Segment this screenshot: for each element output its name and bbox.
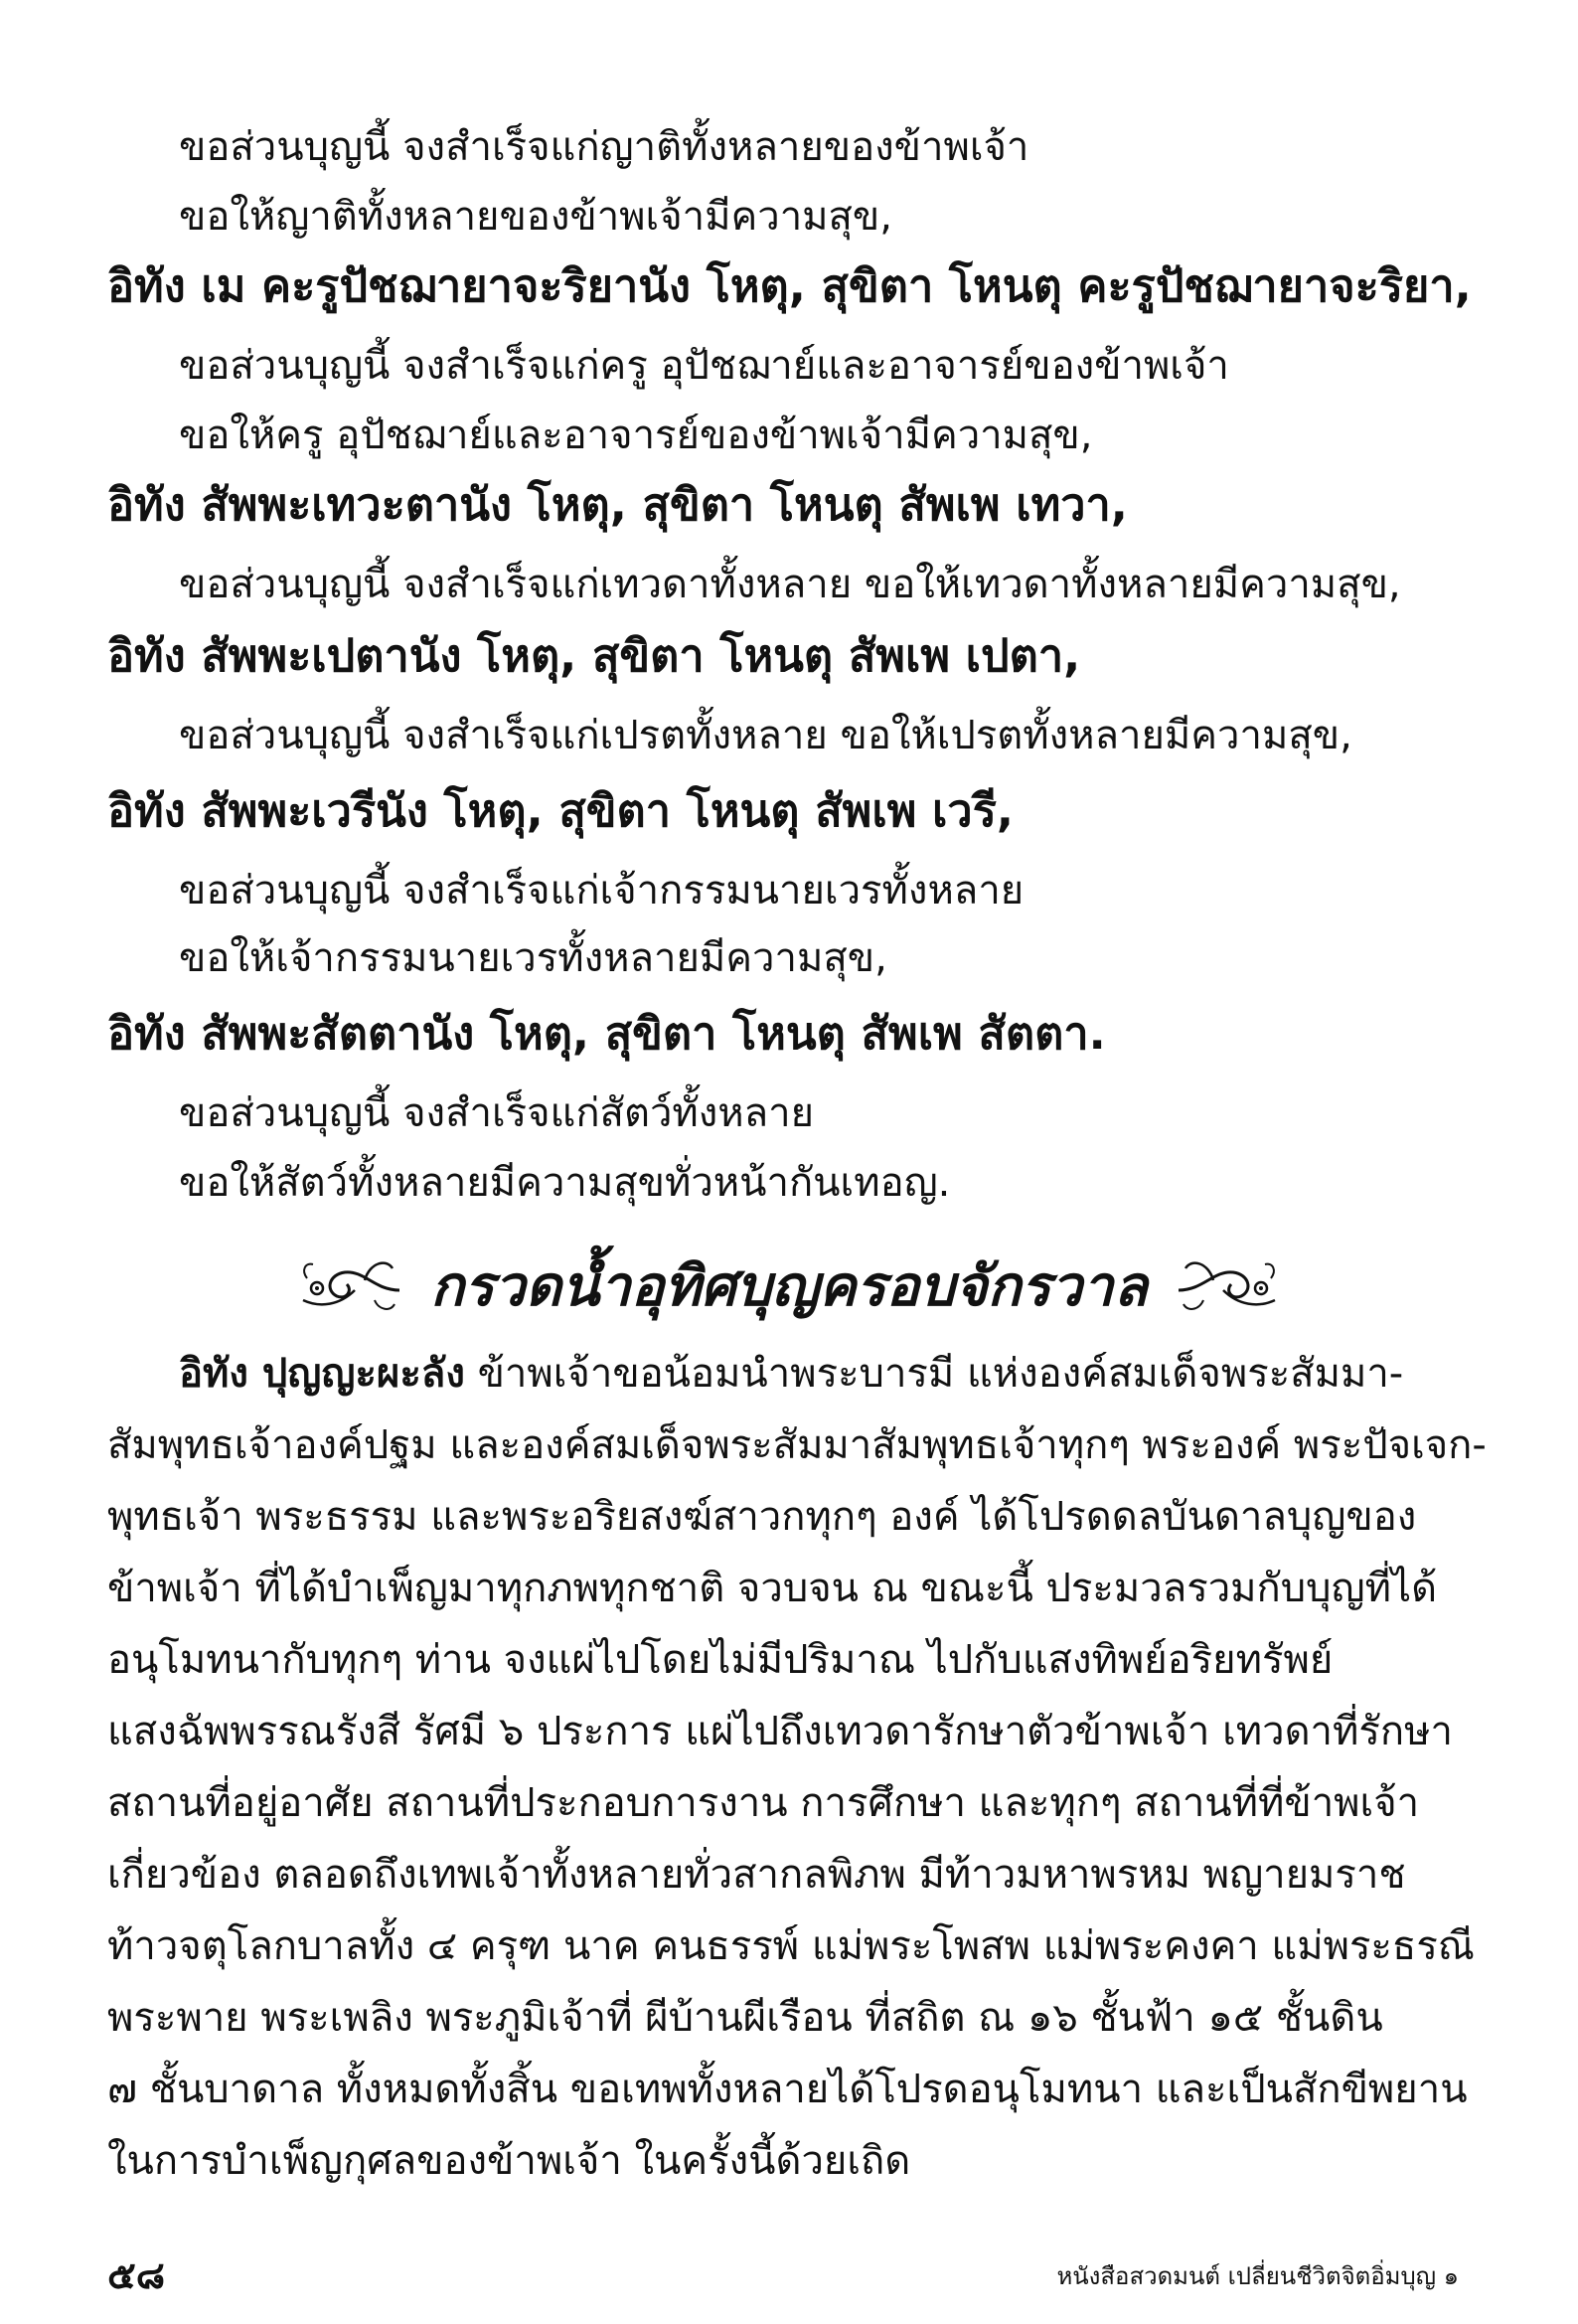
paragraph-line: ท้าวจตุโลกบาลทั้ง ๔ ครุฑ นาค คนธรรพ์ แม่พระโพสพ แม่พระคงคา แม่พระธรณี	[107, 1923, 1475, 1969]
translation-line: ขอให้สัตว์ทั้งหลายมีความสุขทั่วหน้ากันเทอญ.	[179, 1160, 951, 1206]
pali-verse-line: อิทัง สัพพะสัตตานัง โหตุ, สุขิตา โหนตุ สัพเพ สัตตา.	[107, 1007, 1106, 1060]
section-heading-row	[0, 1241, 1578, 1330]
paragraph-line	[179, 1344, 1479, 1404]
page-number: ๕๘	[107, 2253, 166, 2297]
translation-line: ขอให้ครู อุปัชฌาย์และอาจารย์ของข้าพเจ้ามีความสุข,	[179, 413, 1093, 458]
paragraph-line: แสงฉัพพรรณรังสี รัศมี ๖ ประการ แผ่ไปถึงเทวดารักษาตัวข้าพเจ้า เทวดาที่รักษา	[107, 1709, 1453, 1754]
paragraph-line: ข้าพเจ้า ที่ได้บำเพ็ญมาทุกภพทุกชาติ จวบจน ณ ขณะนี้ ประมวลรวมกับบุญที่ได้	[107, 1566, 1438, 1611]
translation-line: ขอให้เจ้ากรรมนายเวรทั้งหลายมีความสุข,	[179, 935, 887, 981]
floral-ornament-right-icon	[1174, 1250, 1283, 1320]
pali-verse-line: อิทัง เม คะรูปัชฌายาจะริยานัง โหตุ, สุขิตา โหนตุ คะรูปัชฌายาจะริยา,	[107, 259, 1472, 312]
paragraph-line: เกี่ยวข้อง ตลอดถึงเทพเจ้าทั้งหลายทั่วสากลพิภพ มีท้าวมหาพรหม พญายมราช	[107, 1852, 1406, 1898]
paragraph-line: ในการบำเพ็ญกุศลของข้าพเจ้า ในครั้งนี้ด้วยเถิด	[107, 2138, 911, 2184]
pali-verse-line: อิทัง สัพพะเปตานัง โหตุ, สุขิตา โหนตุ สัพเพ เปตา,	[107, 629, 1081, 682]
translation-line: ขอส่วนบุญนี้ จงสำเร็จแก่ครู อุปัชฌาย์และอาจารย์ของข้าพเจ้า	[179, 343, 1229, 389]
paragraph-line: ๗ ชั้นบาดาล ทั้งหมดทั้งสิ้น ขอเทพทั้งหลายได้โปรดอนุโมทนา และเป็นสักขีพยาน	[107, 2067, 1468, 2112]
paragraph-line: อนุโมทนากับทุกๆ ท่าน จงแผ่ไปโดยไม่มีปริมาณ ไปกับแสงทิพย์อริยทรัพย์	[107, 1637, 1334, 1683]
paragraph-line: สถานที่อยู่อาศัย สถานที่ประกอบการงาน การศึกษา และทุกๆ สถานที่ที่ข้าพเจ้า	[107, 1780, 1420, 1826]
translation-line: ขอส่วนบุญนี้ จงสำเร็จแก่ญาติทั้งหลายของข้าพเจ้า	[179, 124, 1029, 170]
translation-line: ขอส่วนบุญนี้ จงสำเร็จแก่เทวดาทั้งหลาย ขอให้เทวดาทั้งหลายมีความสุข,	[179, 562, 1401, 607]
section-heading: กรวดน้ำอุทิศบุญครอบจักรวาล	[430, 1252, 1148, 1319]
paragraph-line: สัมพุทธเจ้าองค์ปฐม และองค์สมเด็จพระสัมมาสัมพุทธเจ้าทุกๆ พระองค์ พระปัจเจก-	[107, 1422, 1487, 1468]
translation-line: ขอให้ญาติทั้งหลายของข้าพเจ้ามีความสุข,	[179, 194, 892, 240]
paragraph-line: พุทธเจ้า พระธรรม และพระอริยสงฆ์สาวกทุกๆ องค์ ได้โปรดดลบันดาลบุญของ	[107, 1494, 1417, 1540]
paragraph-lead: อิทัง ปุญญะผะลัง	[179, 1351, 465, 1397]
book-title-footer: หนังสือสวดมนต์ เปลี่ยนชีวิตจิตอิ่มบุญ ๑	[1056, 2262, 1459, 2290]
translation-line: ขอส่วนบุญนี้ จงสำเร็จแก่สัตว์ทั้งหลาย	[179, 1090, 815, 1136]
translation-line: ขอส่วนบุญนี้ จงสำเร็จแก่เปรตทั้งหลาย ขอให้เปรตทั้งหลายมีความสุข,	[179, 713, 1352, 758]
translation-line: ขอส่วนบุญนี้ จงสำเร็จแก่เจ้ากรรมนายเวรทั้งหลาย	[179, 868, 1025, 913]
floral-ornament-left-icon	[295, 1250, 404, 1320]
paragraph-line: พระพาย พระเพลิง พระภูมิเจ้าที่ ผีบ้านผีเรือน ที่สถิต ณ ๑๖ ชั้นฟ้า ๑๕ ชั้นดิน	[107, 1995, 1383, 2041]
pali-verse-line: อิทัง สัพพะเทวะตานัง โหตุ, สุขิตา โหนตุ สัพเพ เทวา,	[107, 478, 1128, 531]
pali-verse-line: อิทัง สัพพะเวรีนัง โหตุ, สุขิตา โหนตุ สัพเพ เวรี,	[107, 784, 1014, 837]
paragraph-text: ข้าพเจ้าขอน้อมนำพระบารมี แห่งองค์สมเด็จพระสัมมา-	[464, 1351, 1404, 1397]
